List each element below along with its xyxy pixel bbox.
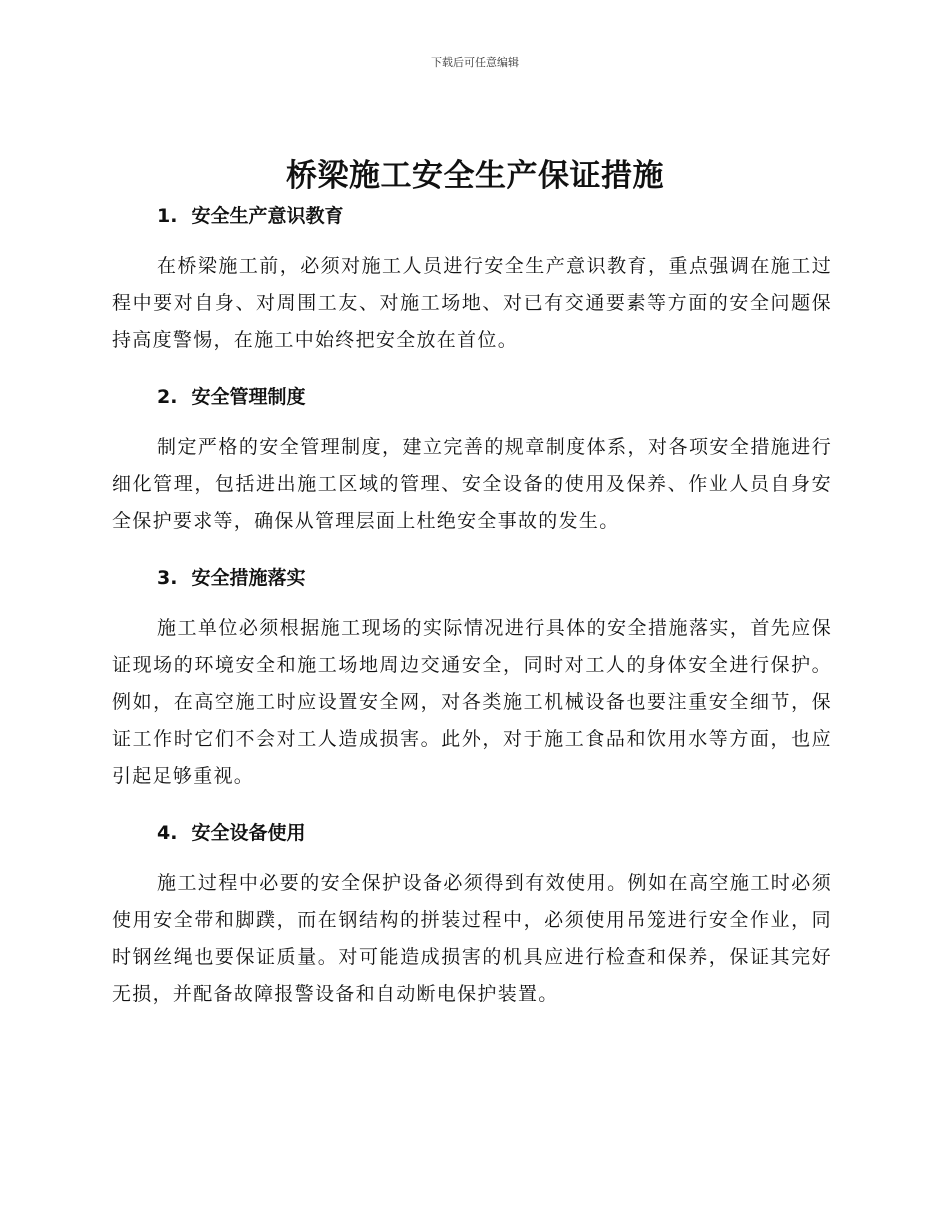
section-heading (112, 198, 832, 234)
section-title: 安全管理制度 (191, 386, 306, 408)
section-4 (112, 815, 832, 1013)
page-title: 桥梁施工安全生产保证措施 (286, 158, 664, 194)
section-heading (112, 379, 832, 415)
section-number: 4. (157, 822, 178, 844)
section-heading (112, 560, 832, 596)
section-heading (112, 815, 832, 851)
section-number: 2. (157, 386, 178, 408)
section-number: 3. (157, 567, 178, 589)
section-1 (112, 198, 832, 359)
section-paragraph: 在桥梁施工前，必须对施工人员进行安全生产意识教育，重点强调在施工过程中要对自身、对周围工友、对施工场地、对已有交通要素等方面的安全问题保持高度警惕，在施工中始终把安全放在首位。 (112, 255, 832, 351)
section-3 (112, 560, 832, 795)
document-body (112, 198, 832, 1033)
section-paragraph: 施工单位必须根据施工现场的实际情况进行具体的安全措施落实，首先应保证现场的环境安全和施工场地周边交通安全，同时对工人的身体安全进行保护。例如，在高空施工时应设置安全网，对各类施工机械设备也要注重安全细节，保证工作时它们不会对工人造成损害。此外，对于施工食品和饮用水等方面，也应引起足够重视。 (112, 617, 832, 787)
section-paragraph: 施工过程中必要的安全保护设备必须得到有效使用。例如在高空施工时必须使用安全带和脚蹼，而在钢结构的拼装过程中，必须使用吊笼进行安全作业，同时钢丝绳也要保证质量。对可能造成损害的机具应进行检查和保养，保证其完好无损，并配备故障报警设备和自动断电保护装置。 (112, 872, 832, 1005)
section-number: 1. (157, 205, 178, 227)
section-paragraph: 制定严格的安全管理制度，建立完善的规章制度体系，对各项安全措施进行细化管理，包括进出施工区域的管理、安全设备的使用及保养、作业人员自身安全保护要求等，确保从管理层面上杜绝安全事故的发生。 (112, 436, 832, 532)
section-title: 安全措施落实 (191, 567, 306, 589)
section-title: 安全设备使用 (191, 822, 306, 844)
section-2 (112, 379, 832, 540)
section-title: 安全生产意识教育 (191, 205, 344, 227)
header-note: 下载后可任意编辑 (431, 56, 519, 69)
